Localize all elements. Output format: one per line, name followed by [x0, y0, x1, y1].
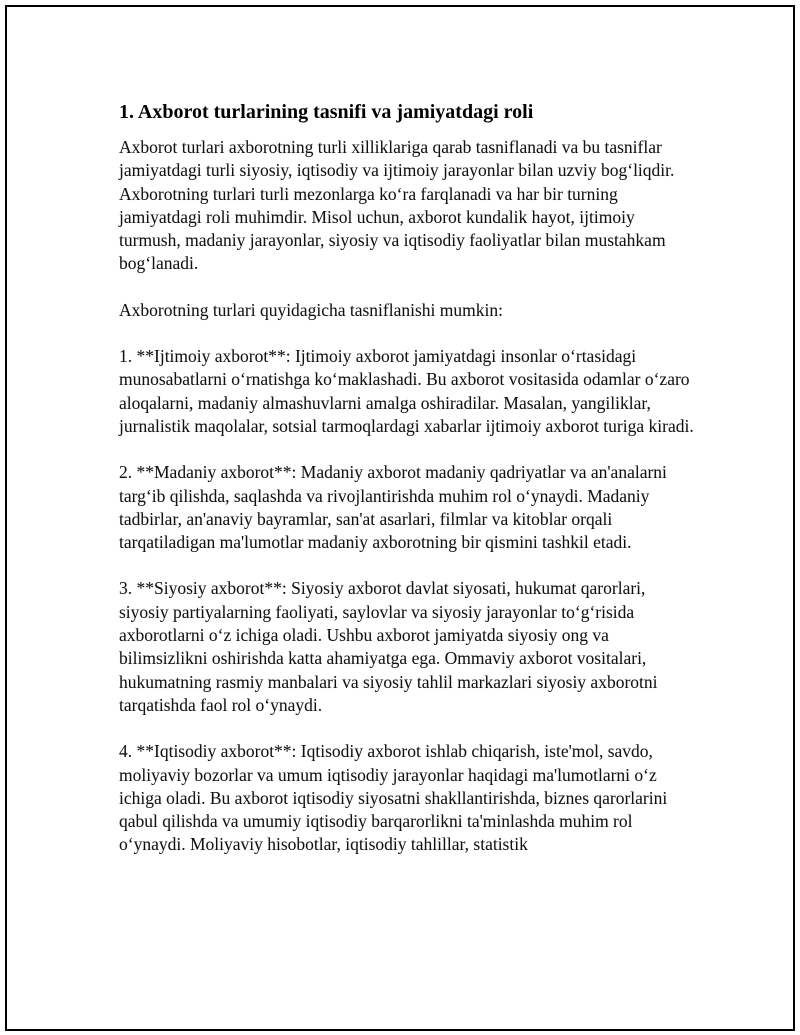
paragraph-cultural-information: 2. **Madaniy axborot**: Madaniy axborot madaniy qadriyatlar va an'analarni targ‘ib qilishda, saqlashda va rivojlantirishda muhim rol o‘ynaydi. Madaniy tadbirlar, an'anaviy bayramlar, san'at asarlari, filmlar va kitoblar orqali tarqatiladigan ma'lumotlar madaniy axborotning bir qismini tashkil etadi. — [119, 462, 667, 553]
paragraph-political-information: 3. **Siyosiy axborot**: Siyosiy axborot davlat siyosati, hukumat qarorlari, siyosiy partiyalarning faoliyati, saylovlar va siyosiy jarayonlar to‘g‘risida axborotlarni o‘z ichiga oladi. Ushbu axborot jamiyatda siyosiy ong va bilimsizlikni oshirishda katta ahamiyatga ega. Ommaviy axborot vositalari, hukumatning rasmiy manbalari va siyosiy tahlil markazlari siyosiy axborotni tarqatishda faol rol o‘ynaydi. — [119, 578, 658, 715]
document-body — [119, 97, 699, 857]
paragraph-intro: Axborot turlari axborotning turli xilliklariga qarab tasniflanadi va bu tasniflar jamiyatdagi turli siyosiy, iqtisodiy va ijtimoiy jarayonlar bilan uzviy bog‘liqdir. Axborotning turlari turli mezonlarga ko‘ra farqlanadi va har bir turning jamiyatdagi roli muhimdir. Misol uchun, axborot kundalik hayot, ijtimoiy turmush, madaniy jarayonlar, siyosiy va iqtisodiy faoliyatlar bilan mustahkam bog‘lanadi. — [119, 137, 675, 274]
paragraph-social-information: 1. **Ijtimoiy axborot**: Ijtimoiy axborot jamiyatdagi insonlar o‘rtasidagi munosabatlarni o‘rnatishga ko‘maklashadi. Bu axborot vositasida odamlar o‘zaro aloqalarni, madaniy almashuvlarni amalga oshiradilar. Masalan, yangiliklar, jurnalistik maqolalar, sotsial tarmoqlardagi xabarlar ijtimoiy axborot turiga kiradi. — [119, 346, 694, 436]
paragraph-economic-information: 4. **Iqtisodiy axborot**: Iqtisodiy axborot ishlab chiqarish, iste'mol, savdo, moliyaviy bozorlar va umum iqtisodiy jarayonlar haqidagi ma'lumotlarni o‘z ichiga oladi. Bu axborot iqtisodiy siyosatni shakllantirishda, biznes qarorlarini qabul qilishda va umumiy iqtisodiy barqarorlikni ta'minlashda muhim rol o‘ynaydi. Moliyaviy hisobotlar, iqtisodiy tahlillar, statistik — [119, 741, 668, 855]
document-page — [5, 5, 795, 1031]
paragraph-classification-lead: Axborotning turlari quyidagicha tasniflanishi mumkin: — [119, 299, 503, 320]
document-title: 1. Axborot turlarining tasnifi va jamiyatdagi roli — [119, 101, 534, 123]
